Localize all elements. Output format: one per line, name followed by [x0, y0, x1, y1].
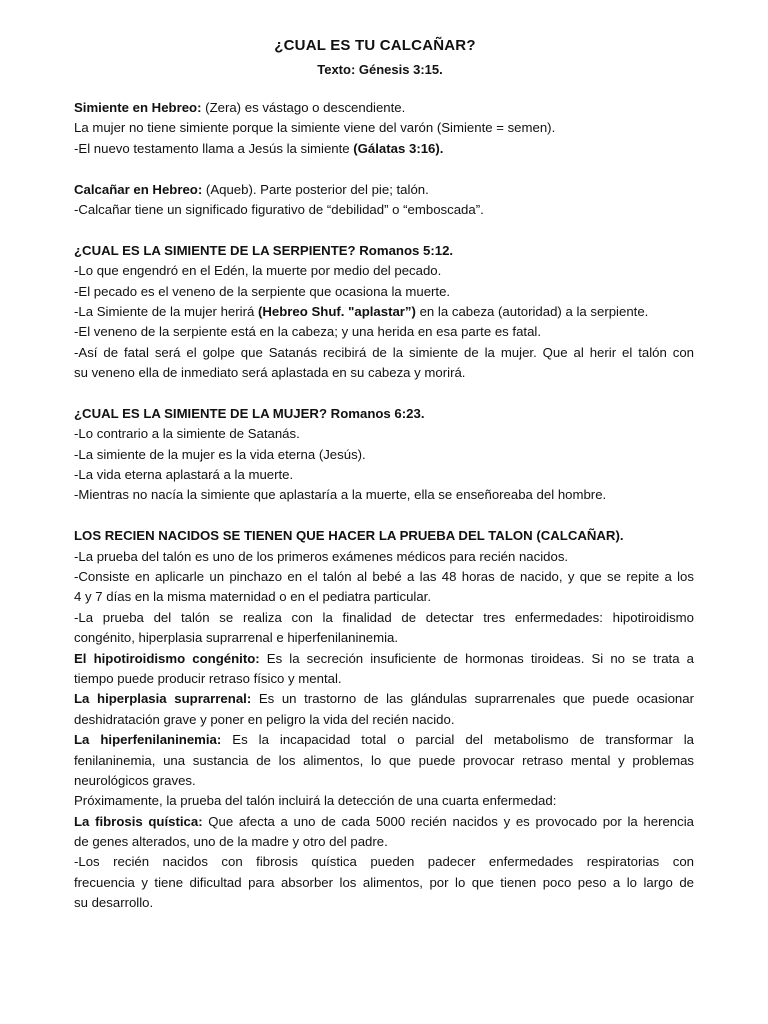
paragraph-line: -La vida eterna aplastará a la muerte. — [74, 467, 294, 483]
paragraph-line: -Calcañar tiene un significado figurativo de “debilidad” o “emboscada”. — [74, 201, 484, 217]
paragraph-line — [74, 812, 694, 832]
document-body — [74, 98, 694, 914]
paragraph-line — [74, 302, 694, 322]
paragraph-line — [74, 689, 694, 709]
paragraph-line: fenilaninemia, una sustancia de los alimentos, lo que puede provocar retraso mental y problemas — [74, 752, 694, 768]
spacer — [74, 383, 694, 403]
paragraph-line: -La prueba del talón se realiza con la finalidad de detectar tres enfermedades: hipotiroidismo — [74, 609, 694, 625]
paragraph-line: deshidratación grave y poner en peligro la vida del recién nacido. — [74, 711, 455, 727]
spacer — [74, 506, 694, 526]
text-run: (Zera) es vástago o descendiente. — [201, 100, 406, 115]
text-run: Es la secreción insuficiente de hormonas tiroideas. Si no se trata a — [259, 650, 694, 666]
section-heading: ¿CUAL ES LA SIMIENTE DE LA SERPIENTE? Romanos 5:12. — [74, 242, 454, 258]
hebrew-note: (Hebreo Shuf. "aplastar”) — [257, 303, 416, 319]
paragraph-line: -Los recién nacidos con fibrosis quística pueden padecer enfermedades respiratorias con — [74, 854, 694, 870]
paragraph-line: -El veneno de la serpiente está en la cabeza; y una herida en esa parte es fatal. — [74, 324, 541, 340]
page-subtitle: Texto: Génesis 3:15. — [317, 62, 443, 77]
text-run: en la cabeza (autoridad) a la serpiente. — [415, 303, 649, 319]
section-heading: ¿CUAL ES LA SIMIENTE DE LA MUJER? Romanos 6:23. — [74, 405, 425, 421]
text-run: (Aqueb). Parte posterior del pie; talón. — [202, 181, 429, 197]
spacer — [74, 220, 694, 240]
paragraph-line: -La prueba del talón es uno de los primeros exámenes médicos para recién nacidos. — [74, 548, 569, 564]
paragraph-line: -Lo que engendró en el Edén, la muerte por medio del pecado. — [74, 263, 442, 279]
spacer — [74, 159, 694, 179]
bible-reference: (Gálatas 3:16). — [353, 140, 444, 156]
paragraph-line: neurológicos graves. — [74, 772, 196, 788]
paragraph-line: Próximamente, la prueba del talón incluirá la detección de una cuarta enfermedad: — [74, 793, 557, 809]
text-run: -La Simiente de la mujer herirá — [74, 303, 258, 319]
paragraph-line: su desarrollo. — [74, 895, 154, 911]
paragraph-line — [74, 730, 694, 750]
paragraph-line: -El pecado es el veneno de la serpiente que ocasiona la muerte. — [74, 283, 451, 299]
paragraph-line — [74, 180, 694, 200]
paragraph-line: -Mientras no nacía la simiente que aplastaría a la muerte, ella se enseñoreaba del hombre. — [74, 487, 607, 503]
paragraph-line: La mujer no tiene simiente porque la simiente viene del varón (Simiente = semen). — [74, 120, 556, 136]
term-label: La fibrosis quística: — [74, 813, 203, 829]
term-label: La hiperfenilaninemia: — [74, 732, 222, 748]
term-label: El hipotiroidismo congénito: — [74, 650, 260, 666]
term-label: Simiente en Hebreo: — [74, 100, 202, 115]
text-run: -El nuevo testamento llama a Jesús la simiente — [74, 140, 354, 156]
paragraph-line: -Lo contrario a la simiente de Satanás. — [74, 426, 300, 442]
section-heading: LOS RECIEN NACIDOS SE TIENEN QUE HACER LA PRUEBA DEL TALON (CALCAÑAR). — [74, 528, 624, 544]
paragraph-line: frecuencia y tiene dificultad para absorber los alimentos, por lo que tienen poco peso a lo largo de — [74, 874, 694, 890]
paragraph-line — [74, 649, 694, 669]
paragraph-line: -Así de fatal será el golpe que Satanás recibirá de la simiente de la mujer. Que al herir el talón con — [74, 344, 694, 360]
text-run: Es un trastorno de las glándulas suprarrenales que puede ocasionar — [251, 691, 694, 707]
term-label: La hiperplasia suprarrenal: — [74, 691, 252, 707]
term-label: Calcañar en Hebreo: — [74, 181, 203, 197]
page-title: ¿CUAL ES TU CALCAÑAR? — [274, 37, 476, 54]
paragraph-line: 4 y 7 días en la misma maternidad o en el pediatra particular. — [74, 589, 431, 605]
paragraph-line: tiempo puede producir retraso físico y mental. — [74, 670, 342, 686]
paragraph-line: -Consiste en aplicarle un pinchazo en el talón al bebé a las 48 horas de nacido, y que se repite a los — [74, 568, 694, 584]
text-run: Es la incapacidad total o parcial del metabolismo de transformar la — [221, 732, 694, 748]
paragraph-line: congénito, hiperplasia suprarrenal e hiperfenilaninemia. — [74, 630, 399, 646]
paragraph-line: su veneno ella de inmediato será aplastada en su cabeza y morirá. — [74, 365, 466, 381]
paragraph-line — [74, 139, 694, 159]
paragraph-line — [74, 98, 694, 118]
paragraph-line: de genes alterados, uno de la madre y otro del padre. — [74, 834, 388, 850]
text-run: Que afecta a uno de cada 5000 recién nacidos y es provocado por la herencia — [202, 813, 694, 829]
paragraph-line: -La simiente de la mujer es la vida eterna (Jesús). — [74, 446, 366, 462]
